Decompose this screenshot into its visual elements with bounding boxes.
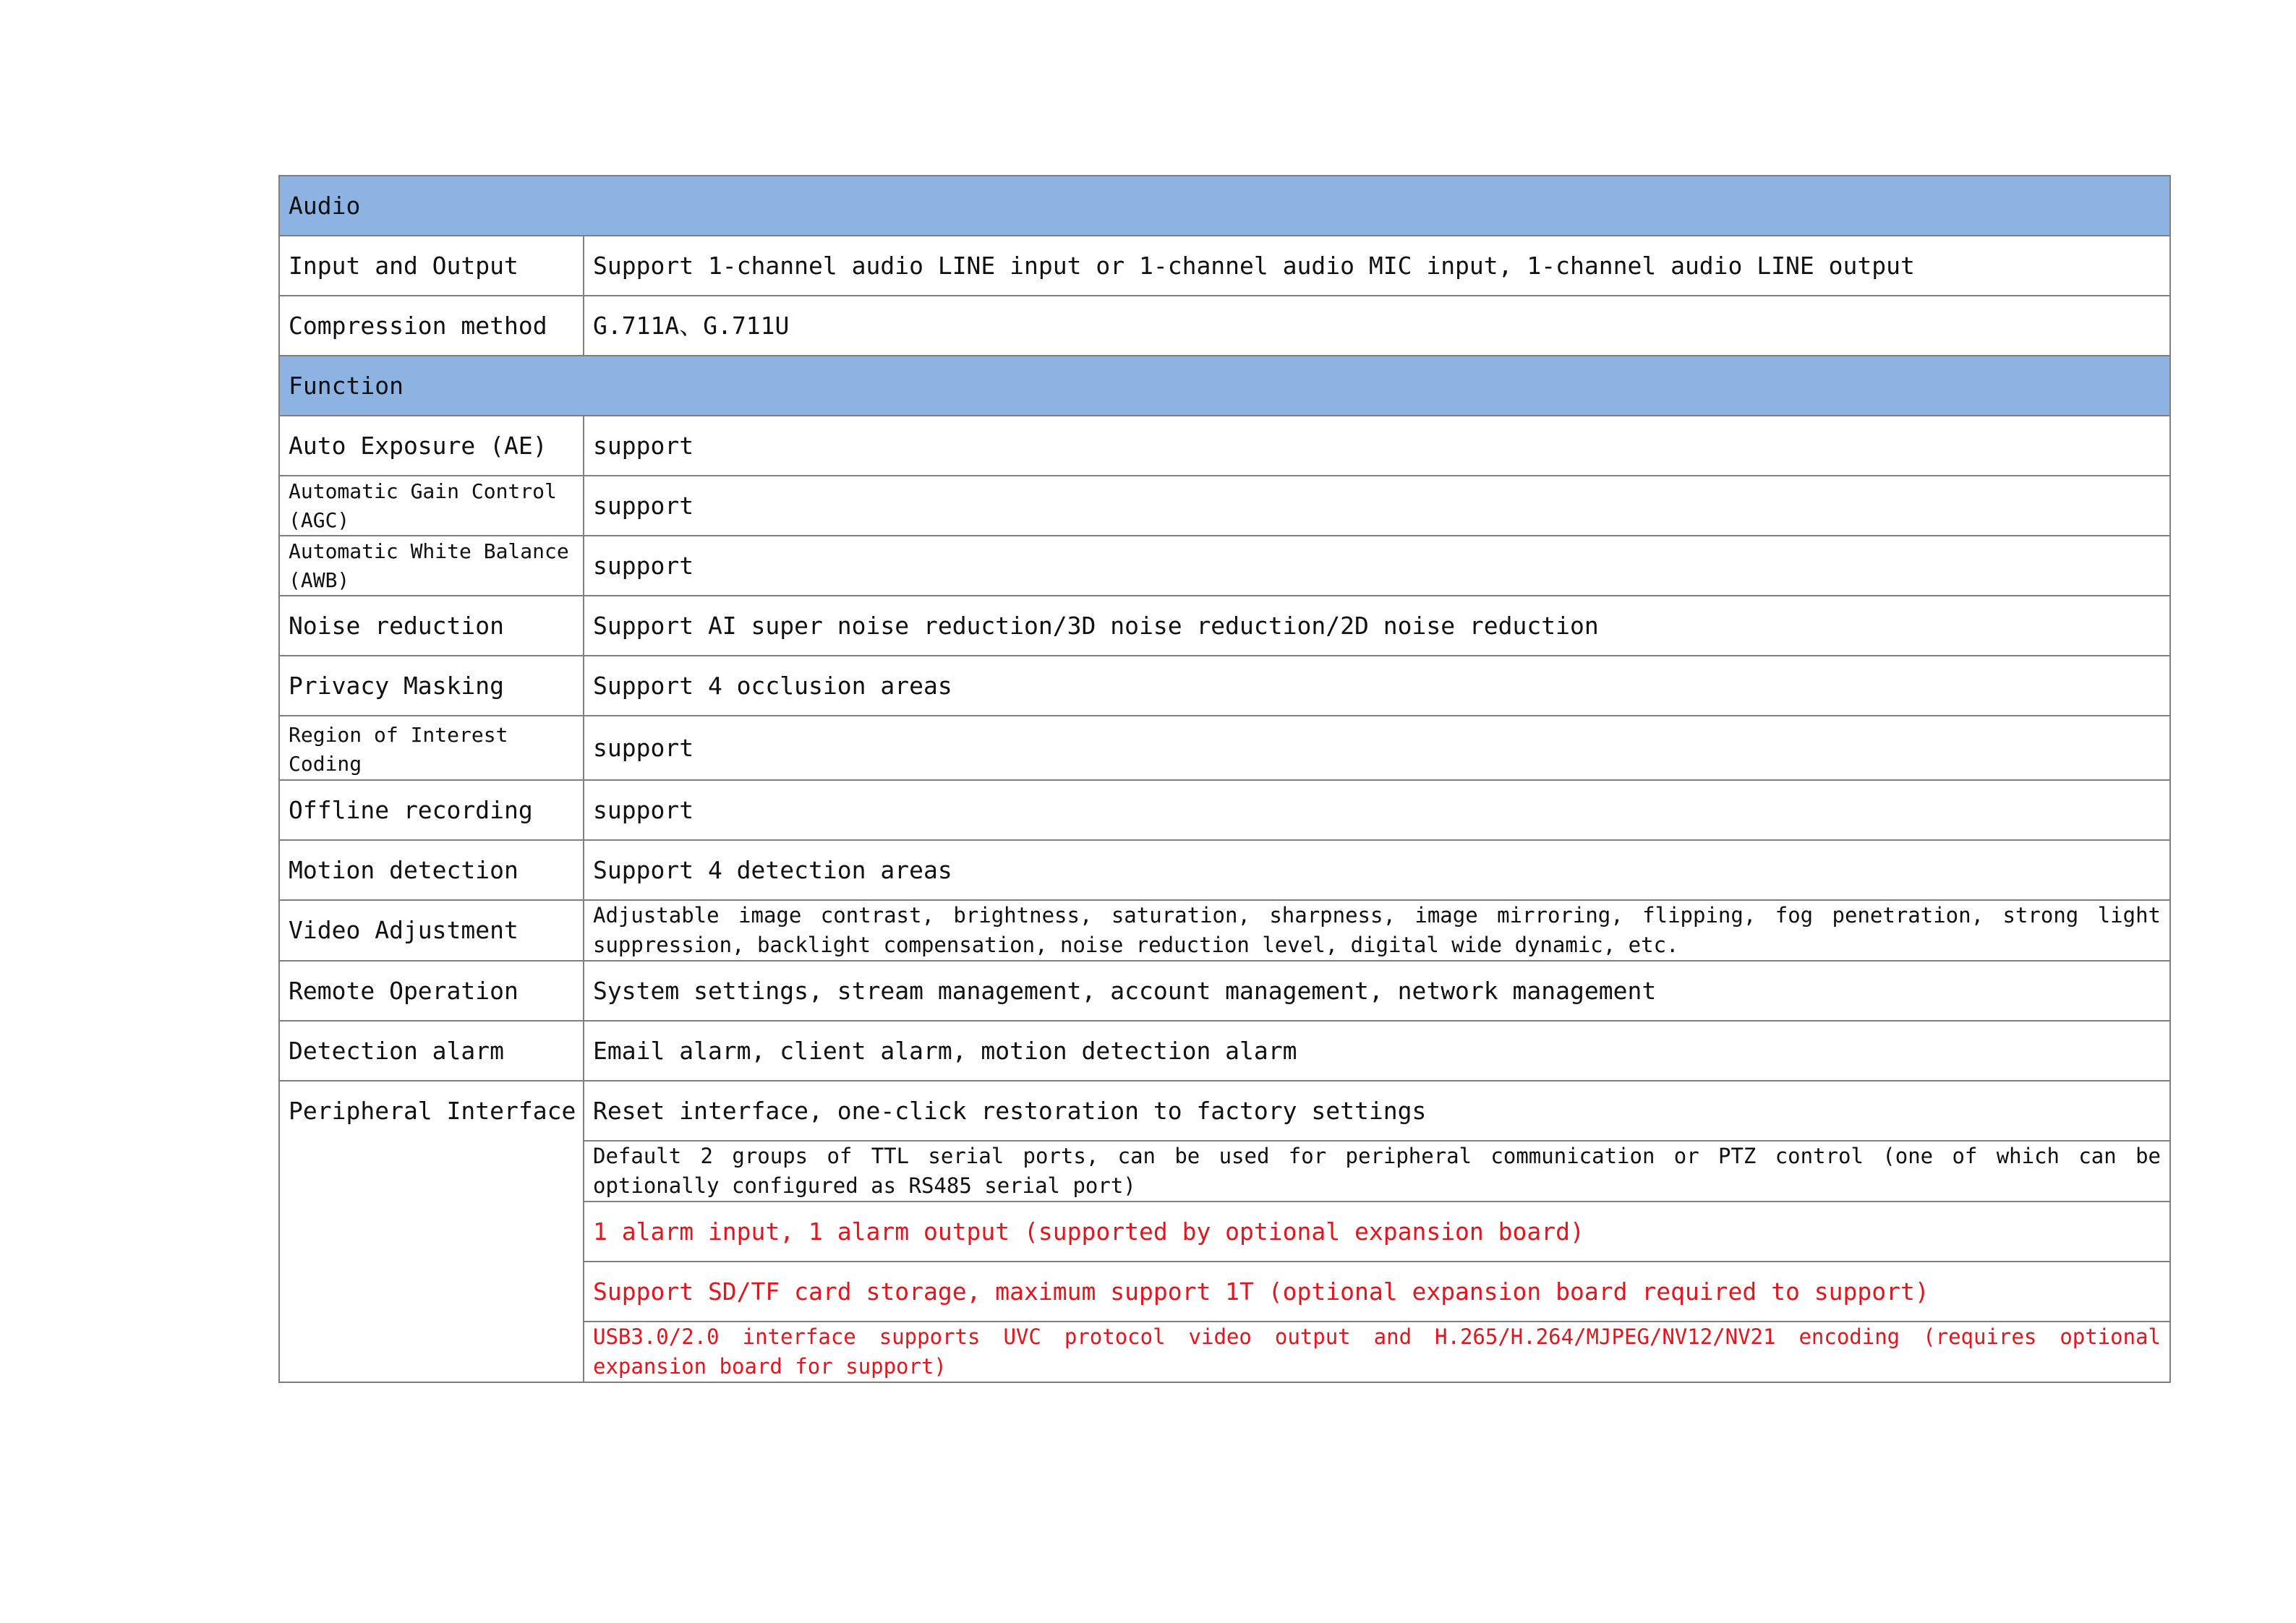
- table-row: [279, 596, 2170, 656]
- row-value: Reset interface, one-click restoration to factory settings: [584, 1081, 2170, 1141]
- row-label: Input and Output: [279, 236, 584, 296]
- row-value: support: [584, 416, 2170, 476]
- spec-sheet: [278, 175, 2169, 1383]
- row-value: Email alarm, client alarm, motion detection alarm: [584, 1021, 2170, 1081]
- table-row: [279, 656, 2170, 716]
- row-value-highlight: 1 alarm input, 1 alarm output (supported by optional expansion board): [584, 1202, 2170, 1262]
- section-header-function: [279, 356, 2170, 416]
- section-title: Function: [279, 356, 2170, 416]
- table-row: [279, 1021, 2170, 1081]
- section-header-audio: [279, 176, 2170, 236]
- row-label: Motion detection: [279, 840, 584, 900]
- peripheral-interface-label: Peripheral Interface: [279, 1081, 584, 1382]
- table-row: [279, 536, 2170, 596]
- row-value: support: [584, 476, 2170, 536]
- row-value-highlight: Support SD/TF card storage, maximum support 1T (optional expansion board required to support): [584, 1262, 2170, 1322]
- table-row: [279, 296, 2170, 356]
- row-value: support: [584, 536, 2170, 596]
- row-value: Support 4 detection areas: [584, 840, 2170, 900]
- section-title: Audio: [279, 176, 2170, 236]
- row-value: System settings, stream management, account management, network management: [584, 961, 2170, 1021]
- table-row: [279, 961, 2170, 1021]
- row-label: Auto Exposure (AE): [279, 416, 584, 476]
- row-value: support: [584, 780, 2170, 840]
- table-row: [279, 840, 2170, 900]
- table-row: [279, 476, 2170, 536]
- row-label: Automatic White Balance (AWB): [279, 536, 584, 596]
- row-value: Support 1-channel audio LINE input or 1-channel audio MIC input, 1-channel audio LINE output: [584, 236, 2170, 296]
- table-row: [279, 716, 2170, 780]
- table-row: [279, 236, 2170, 296]
- row-value: Support 4 occlusion areas: [584, 656, 2170, 716]
- row-label: Noise reduction: [279, 596, 584, 656]
- spec-table: [278, 175, 2171, 1383]
- table-row: [279, 780, 2170, 840]
- row-label: Video Adjustment: [279, 900, 584, 961]
- row-value: Adjustable image contrast, brightness, saturation, sharpness, image mirroring, flipping, fog penetration, strong light suppression, backlight compensation, noise reduction level, digital wide dynamic, etc.: [584, 900, 2170, 961]
- row-label: Remote Operation: [279, 961, 584, 1021]
- row-label: Compression method: [279, 296, 584, 356]
- row-value: Default 2 groups of TTL serial ports, can be used for peripheral communication or PTZ control (one of which can be optionally configured as RS485 serial port): [584, 1141, 2170, 1202]
- row-value-highlight: USB3.0/2.0 interface supports UVC protocol video output and H.265/H.264/MJPEG/NV12/NV21 encoding (requires optional expansion board for support): [584, 1322, 2170, 1382]
- row-label: Region of Interest Coding: [279, 716, 584, 780]
- table-row: [279, 1081, 2170, 1141]
- row-label: Offline recording: [279, 780, 584, 840]
- row-value: support: [584, 716, 2170, 780]
- row-label: Privacy Masking: [279, 656, 584, 716]
- row-value: G.711A、G.711U: [584, 296, 2170, 356]
- row-label: Automatic Gain Control (AGC): [279, 476, 584, 536]
- table-row: [279, 900, 2170, 961]
- row-label: Detection alarm: [279, 1021, 584, 1081]
- row-value: Support AI super noise reduction/3D noise reduction/2D noise reduction: [584, 596, 2170, 656]
- table-row: [279, 416, 2170, 476]
